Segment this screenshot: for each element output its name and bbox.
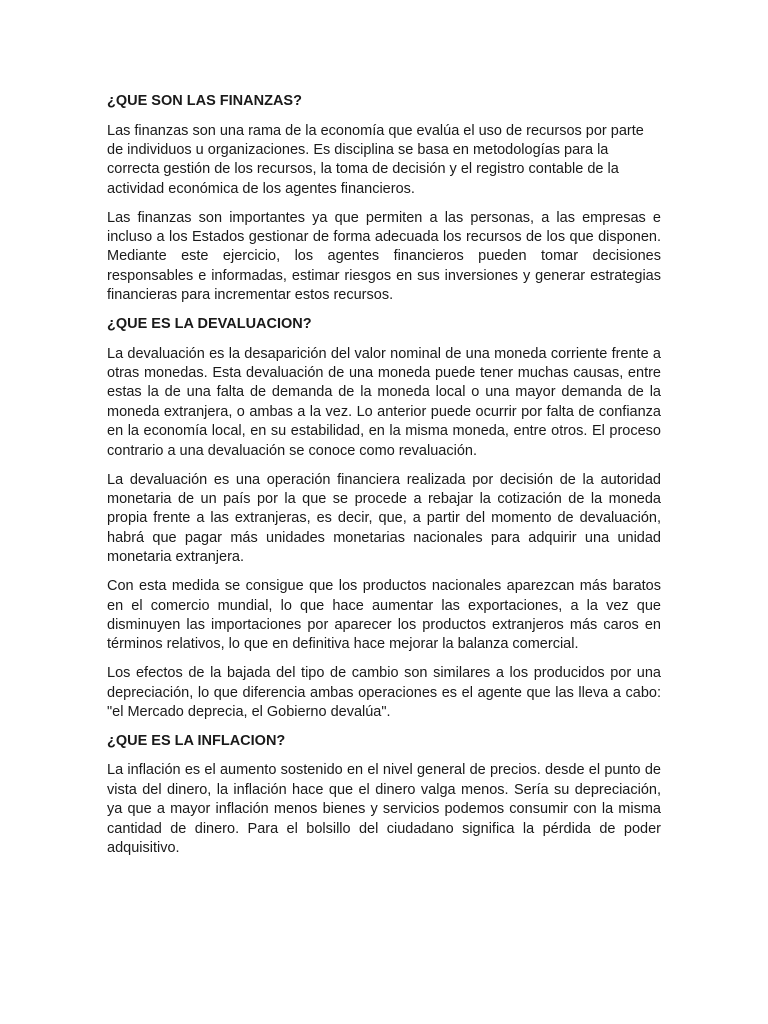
- section-heading-inflacion: ¿QUE ES LA INFLACION?: [107, 732, 286, 749]
- paragraph-devaluacion-tipo-cambio: Los efectos de la bajada del tipo de cambio son similares a los producidos por una depreciación, lo que diferencia ambas operaciones es el agente que las lleva a cabo: "el Mercado deprecia, el Gobierno devalúa".: [107, 665, 661, 721]
- paragraph-finanzas-importancia: Las finanzas son importantes ya que permiten a las personas, a las empresas e incluso a los Estados gestionar de forma adecuada los recursos de los que disponen. Mediante este ejercicio, los agentes financieros pueden tomar decisiones responsables e informadas, estimar riesgos en sus inversiones y generar estrategias financieras para incrementar estos recursos.: [107, 209, 661, 304]
- paragraph-devaluacion-operacion: La devaluación es una operación financiera realizada por decisión de la autoridad monetaria de un país por la que se procede a rebajar la cotización de la moneda propia frente a las extranjeras, es decir, que, a partir del momento de devaluación, habrá que pagar más unidades monetarias nacionales para adquirir una unidad monetaria extranjera.: [107, 471, 661, 566]
- paragraph-devaluacion-efecto-comercio: Con esta medida se consigue que los productos nacionales aparezcan más baratos en el comercio mundial, lo que hace aumentar las exportaciones, a la vez que disminuyen las importaciones por aparecer los productos extranjeros más caros en términos relativos, lo que en definitiva hace mejorar la balanza comercial.: [107, 578, 661, 653]
- document-page: [107, 92, 661, 868]
- paragraph-finanzas-definicion: Las finanzas son una rama de la economía que evalúa el uso de recursos por parte de individuos u organizaciones. Es disciplina se basa en metodologías para la correcta gestión de los recursos, la toma de decisión y el registro contable de la actividad económica de los agentes financieros.: [107, 122, 644, 197]
- paragraph-inflacion-definicion: La inflación es el aumento sostenido en el nivel general de precios. desde el punto de vista del dinero, la inflación hace que el dinero valga menos. Sería su depreciación, ya que a mayor inflación menos bienes y servicios podemos consumir con la misma cantidad de dinero. Para el bolsillo del ciudadano significa la pérdida de poder adquisitivo.: [107, 762, 661, 857]
- section-heading-finanzas: ¿QUE SON LAS FINANZAS?: [107, 93, 302, 109]
- paragraph-devaluacion-definicion: La devaluación es la desaparición del valor nominal de una moneda corriente frente a otras monedas. Esta devaluación de una moneda puede tener muchas causas, entre estas la de una falta de demanda de la moneda local o una mayor demanda de la moneda extranjera, o ambas a la vez. Lo anterior puede ocurrir por falta de confianza en la economía local, en su estabilidad, en la misma moneda, entre otros. El proceso contrario a una devaluación se conoce como revaluación.: [107, 345, 661, 459]
- section-heading-devaluacion: ¿QUE ES LA DEVALUACION?: [107, 316, 312, 333]
